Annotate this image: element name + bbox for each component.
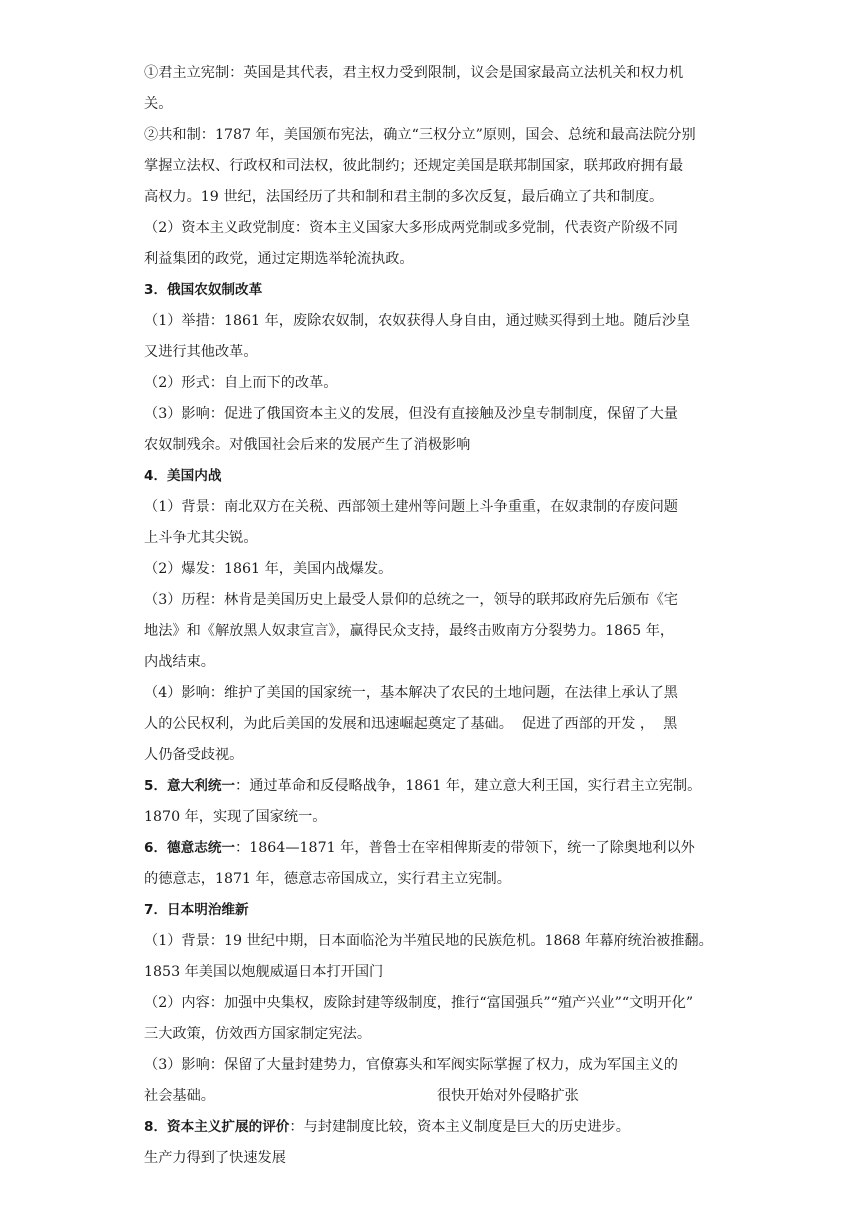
- text-line: ②共和制：1787 年，美国颁布宪法，确立“三权分立”原则，国会、总统和最高法院分别: [144, 127, 696, 143]
- text-line: [144, 833, 719, 864]
- text-line: 利益集团的政党，通过定期选举轮流执政。: [144, 251, 414, 267]
- section-heading: 3．俄国农奴制改革: [144, 282, 263, 298]
- section-heading: 4．美国内战: [144, 468, 222, 484]
- text-run: ：1864—1871 年，普鲁士在宰相俾斯麦的带领下，统一了除奥地利以外: [235, 840, 695, 856]
- text-line: [144, 1081, 719, 1112]
- document-page: [144, 58, 719, 1174]
- text-line: 关。: [144, 96, 173, 112]
- text-line: （1）背景：南北双方在关税、西部领土建州等问题上斗争重重，在奴隶制的存废问题: [144, 499, 678, 515]
- text-run: ：通过革命和反侵略战争，1861 年，建立意大利王国，实行君主立宪制。: [235, 778, 702, 794]
- text-line: [144, 1112, 719, 1143]
- text-line: （2）爆发：1861 年，美国内战爆发。: [144, 561, 393, 577]
- text-line: 农奴制残余。对俄国社会后来的发展产生了消极影响: [144, 437, 471, 453]
- text-line: 地法》和《解放黑人奴隶宣言》，赢得民众支持，最终击败南方分裂势力。1865 年，: [144, 623, 675, 639]
- text-line: 1853 年美国以炮舰威逼日本打开国门: [144, 964, 384, 980]
- text-line: 又进行其他改革。: [144, 344, 258, 360]
- text-line: [144, 771, 719, 802]
- text-run: 很快开始对外侵略扩张: [436, 1088, 579, 1104]
- text-run: 社会基础。: [144, 1088, 215, 1104]
- text-line: （4）影响：维护了美国的国家统一，基本解决了农民的土地问题，在法律上承认了黑: [144, 685, 678, 701]
- section-heading: 7．日本明治维新: [144, 902, 249, 918]
- text-run: ：与封建制度比较，资本主义制度是巨大的历史进步。: [289, 1119, 630, 1135]
- text-line: 内战结束。: [144, 654, 215, 670]
- text-line: 三大政策，仿效西方国家制定宪法。: [144, 1026, 372, 1042]
- text-line: 人仍备受歧视。: [144, 747, 244, 763]
- text-line: 1870 年，实现了国家统一。: [144, 809, 327, 825]
- text-line: ①君主立宪制：英国是其代表，君主权力受到限制，议会是国家最高立法机关和权力机: [144, 65, 684, 81]
- text-line: （2）资本主义政党制度：资本主义国家大多形成两党制或多党制，代表资产阶级不同: [144, 220, 678, 236]
- text-line: 掌握立法权、行政权和司法权，彼此制约；还规定美国是联邦制国家，联邦政府拥有最: [144, 158, 684, 174]
- text-line: 生产力得到了快速发展: [144, 1150, 286, 1166]
- text-line: 高权力。19 世纪，法国经历了共和制和君主制的多次反复，最后确立了共和制度。: [144, 189, 664, 205]
- text-line: （3）历程：林肯是美国历史上最受人景仰的总统之一，领导的联邦政府先后颁布《宅: [144, 592, 678, 608]
- section-heading: 6．德意志统一: [144, 840, 236, 856]
- section-heading: 8．资本主义扩展的评价: [144, 1119, 290, 1135]
- text-line: （2）形式：自上而下的改革。: [144, 375, 338, 391]
- text-line: （3）影响：促进了俄国资本主义的发展，但没有直接触及沙皇专制制度，保留了大量: [144, 406, 678, 422]
- text-line: 的德意志，1871 年，德意志帝国成立，实行君主立宪制。: [144, 871, 511, 887]
- text-line: 上斗争尤其尖锐。: [144, 530, 258, 546]
- text-line: （2）内容：加强中央集权，废除封建等级制度，推行“富国强兵”“殖产兴业”“文明开化”: [144, 995, 694, 1011]
- section-heading: 5．意大利统一: [144, 778, 236, 794]
- text-line: （1）背景：19 世纪中期，日本面临沦为半殖民地的民族危机。1868 年幕府统治被推翻。: [144, 933, 713, 949]
- text-line: 人的公民权利，为此后美国的发展和迅速崛起奠定了基础。 促进了西部的开发 ， 黑: [144, 716, 678, 732]
- text-line: （1）举措：1861 年，废除农奴制，农奴获得人身自由，通过赎买得到土地。随后沙皇: [144, 313, 691, 329]
- text-line: （3）影响：保留了大量封建势力，官僚寡头和军阀实际掌握了权力，成为军国主义的: [144, 1057, 678, 1073]
